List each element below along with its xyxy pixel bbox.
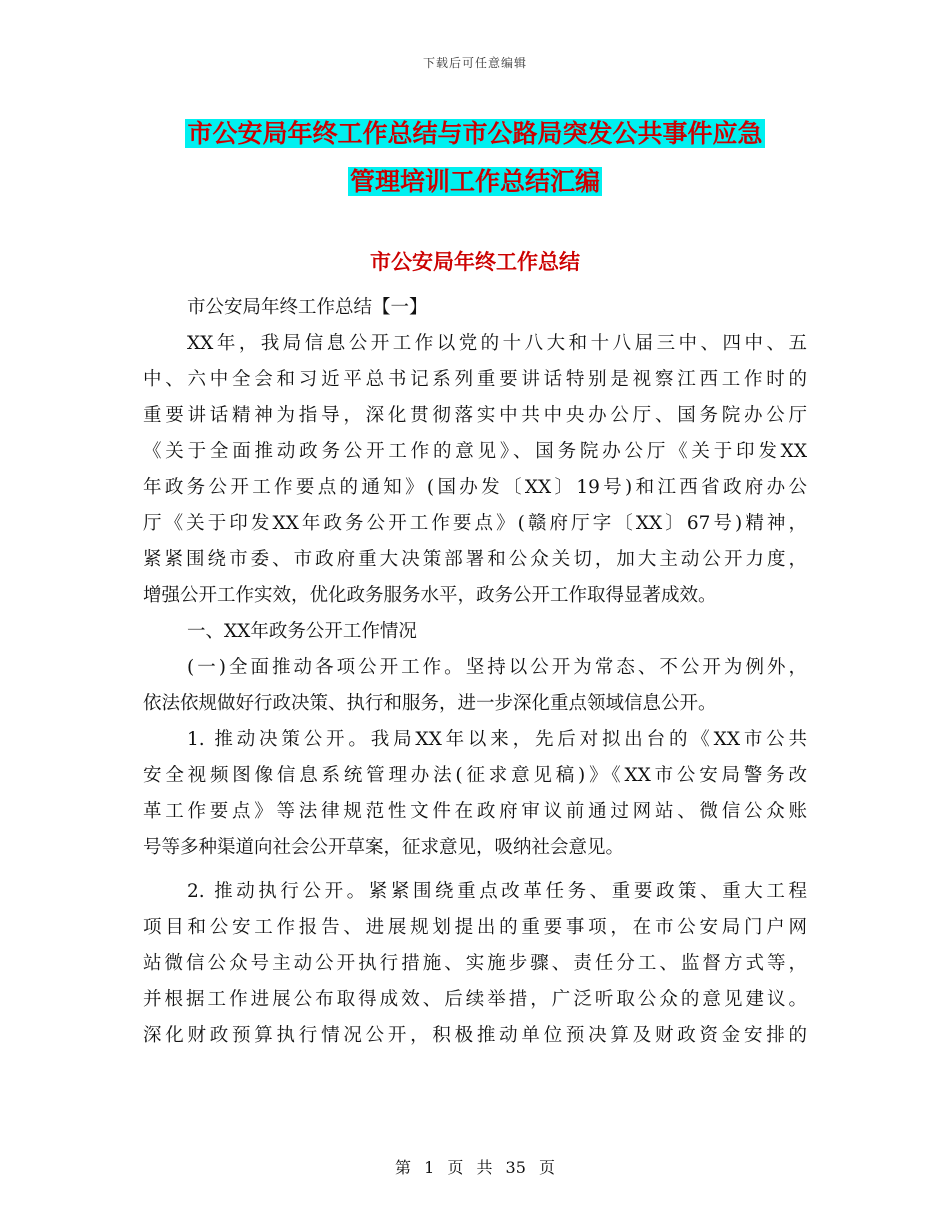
- paragraph-line: 号等多种渠道向社会公开草案，征求意见，吸纳社会意见。: [143, 837, 625, 858]
- paragraph-line: 《关于全面推动政务公开工作的意见》、国务院办公厅《关于印发XX: [143, 441, 807, 462]
- paragraph-line: 重要讲话精神为指导，深化贯彻落实中共中央办公厅、国务院办公厅: [143, 405, 807, 426]
- paragraph-line: 安全视频图像信息系统管理办法(征求意见稿)》《XX市公安局警务改: [143, 765, 807, 786]
- page-number-footer: 第 1 页 共 35 页: [395, 1158, 555, 1177]
- paragraph-line: XX年，我局信息公开工作以党的十八大和十八届三中、四中、五: [187, 333, 807, 354]
- document-title-line-1: 市公安局年终工作总结与市公路局突发公共事件应急: [187, 119, 763, 148]
- header-note: 下载后可任意编辑: [422, 56, 527, 70]
- paragraph-line: 2. 推动执行公开。紧紧围绕重点改革任务、重要政策、重大工程: [187, 881, 807, 902]
- paragraph-line: 一、XX年政务公开工作情况: [187, 621, 417, 642]
- paragraph-line: 紧紧围绕市委、市政府重大决策部署和公众关切，加大主动公开力度，: [143, 549, 807, 570]
- paragraph-line: 厅《关于印发XX年政务公开工作要点》(赣府厅字〔XX〕67号)精神，: [143, 513, 807, 534]
- paragraph-line: 深化财政预算执行情况公开，积极推动单位预决算及财政资金安排的: [143, 1025, 807, 1046]
- paragraph-line: 项目和公安工作报告、进展规划提出的重要事项，在市公安局门户网: [143, 917, 807, 938]
- body-text: [143, 290, 807, 1054]
- document-title-line-2: 管理培训工作总结汇编: [349, 167, 600, 196]
- paragraph-line: 市公安局年终工作总结【一】: [187, 297, 428, 318]
- paragraph-line: (一)全面推动各项公开工作。坚持以公开为常态、不公开为例外，: [187, 657, 807, 678]
- paragraph-line: 并根据工作进展公布取得成效、后续举措，广泛听取公众的意见建议。: [143, 989, 807, 1010]
- paragraph-line: 中、六中全会和习近平总书记系列重要讲话特别是视察江西工作时的: [143, 369, 807, 390]
- paragraph-line: 1. 推动决策公开。我局XX年以来，先后对拟出台的《XX市公共: [187, 729, 807, 750]
- paragraph-line: 增强公开工作实效，优化政务服务水平，政务公开工作取得显著成效。: [143, 585, 717, 606]
- paragraph-line: 年政务公开工作要点的通知》(国办发〔XX〕19号)和江西省政府办公: [143, 477, 807, 498]
- paragraph-line: 革工作要点》等法律规范性文件在政府审议前通过网站、微信公众账: [143, 801, 807, 822]
- paragraph-line: 站微信公众号主动公开执行措施、实施步骤、责任分工、监督方式等，: [143, 953, 807, 974]
- section-title: 市公安局年终工作总结: [370, 250, 580, 274]
- paragraph-line: 依法依规做好行政决策、执行和服务，进一步深化重点领域信息公开。: [143, 693, 717, 714]
- document-title: [0, 110, 950, 206]
